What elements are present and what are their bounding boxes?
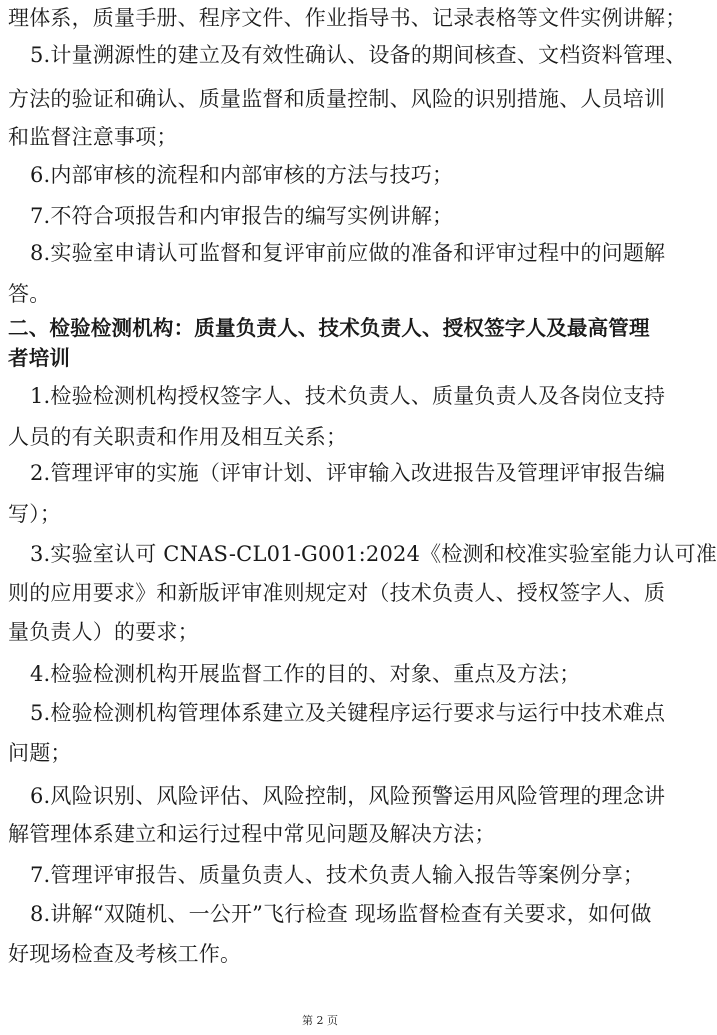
section2-item-2-line-2: 写）； (8, 502, 62, 526)
section2-item-3-line-3: 量负责人）的要求； (8, 620, 199, 644)
section2-item-3: 3.实验室认可 CNAS-CL01-G001:2024《检测和校准实验室能力认可准 (30, 542, 717, 566)
list-item-7: 7.不符合项报告和内审报告的编写实例讲解； (30, 204, 454, 228)
section2-item-5: 5.检验检测机构管理体系建立及关键程序运行要求与运行中技术难点 (30, 701, 666, 725)
section2-item-6: 6.风险识别、风险评估、风险控制，风险预警运用风险管理的理念讲 (30, 784, 666, 808)
section-heading-2-line-2: 者培训 (8, 346, 71, 370)
list-item-6: 6.内部审核的流程和内部审核的方法与技巧； (30, 163, 454, 187)
list-item-8: 8.实验室申请认可监督和复评审前应做的准备和评审过程中的问题解 (30, 241, 666, 265)
section2-item-8: 8.讲解“双随机、一公开”飞行检查 现场监督检查有关要求，如何做 (30, 902, 652, 926)
section2-item-3-line-2: 则的应用要求》和新版评审准则规定对（技术负责人、授权签字人、质 (8, 581, 666, 605)
section2-item-8-line-2: 好现场检查及考核工作。 (8, 942, 242, 966)
section2-item-1-line-2: 人员的有关职责和作用及相互关系； (8, 425, 348, 449)
section2-item-6-line-2: 解管理体系建立和运行过程中常见问题及解决方法； (8, 822, 496, 846)
section2-item-1: 1.检验检测机构授权签字人、技术负责人、质量负责人及各岗位支持 (30, 384, 666, 408)
section2-item-7: 7.管理评审报告、质量负责人、技术负责人输入报告等案例分享； (30, 863, 645, 887)
page-number: 第 2 页 (302, 1014, 338, 1027)
list-item-5: 5.计量溯源性的建立及有效性确认、设备的期间核查、文档资料管理、 (30, 43, 687, 67)
section2-item-4: 4.检验检测机构开展监督工作的目的、对象、重点及方法； (30, 662, 581, 686)
section-heading-2: 二、检验检测机构：质量负责人、技术负责人、授权签字人及最高管理 (8, 316, 650, 340)
text-line-continuation: 理体系，质量手册、程序文件、作业指导书、记录表格等文件实例讲解； (8, 6, 687, 30)
list-item-5-line-2: 方法的验证和确认、质量监督和质量控制、风险的识别措施、人员培训 (8, 87, 666, 111)
section2-item-2: 2.管理评审的实施（评审计划、评审输入改进报告及管理评审报告编 (30, 461, 666, 485)
section2-item-5-line-2: 问题； (8, 741, 72, 765)
list-item-8-line-2: 答。 (8, 282, 51, 306)
list-item-5-line-3: 和监督注意事项； (8, 125, 178, 149)
